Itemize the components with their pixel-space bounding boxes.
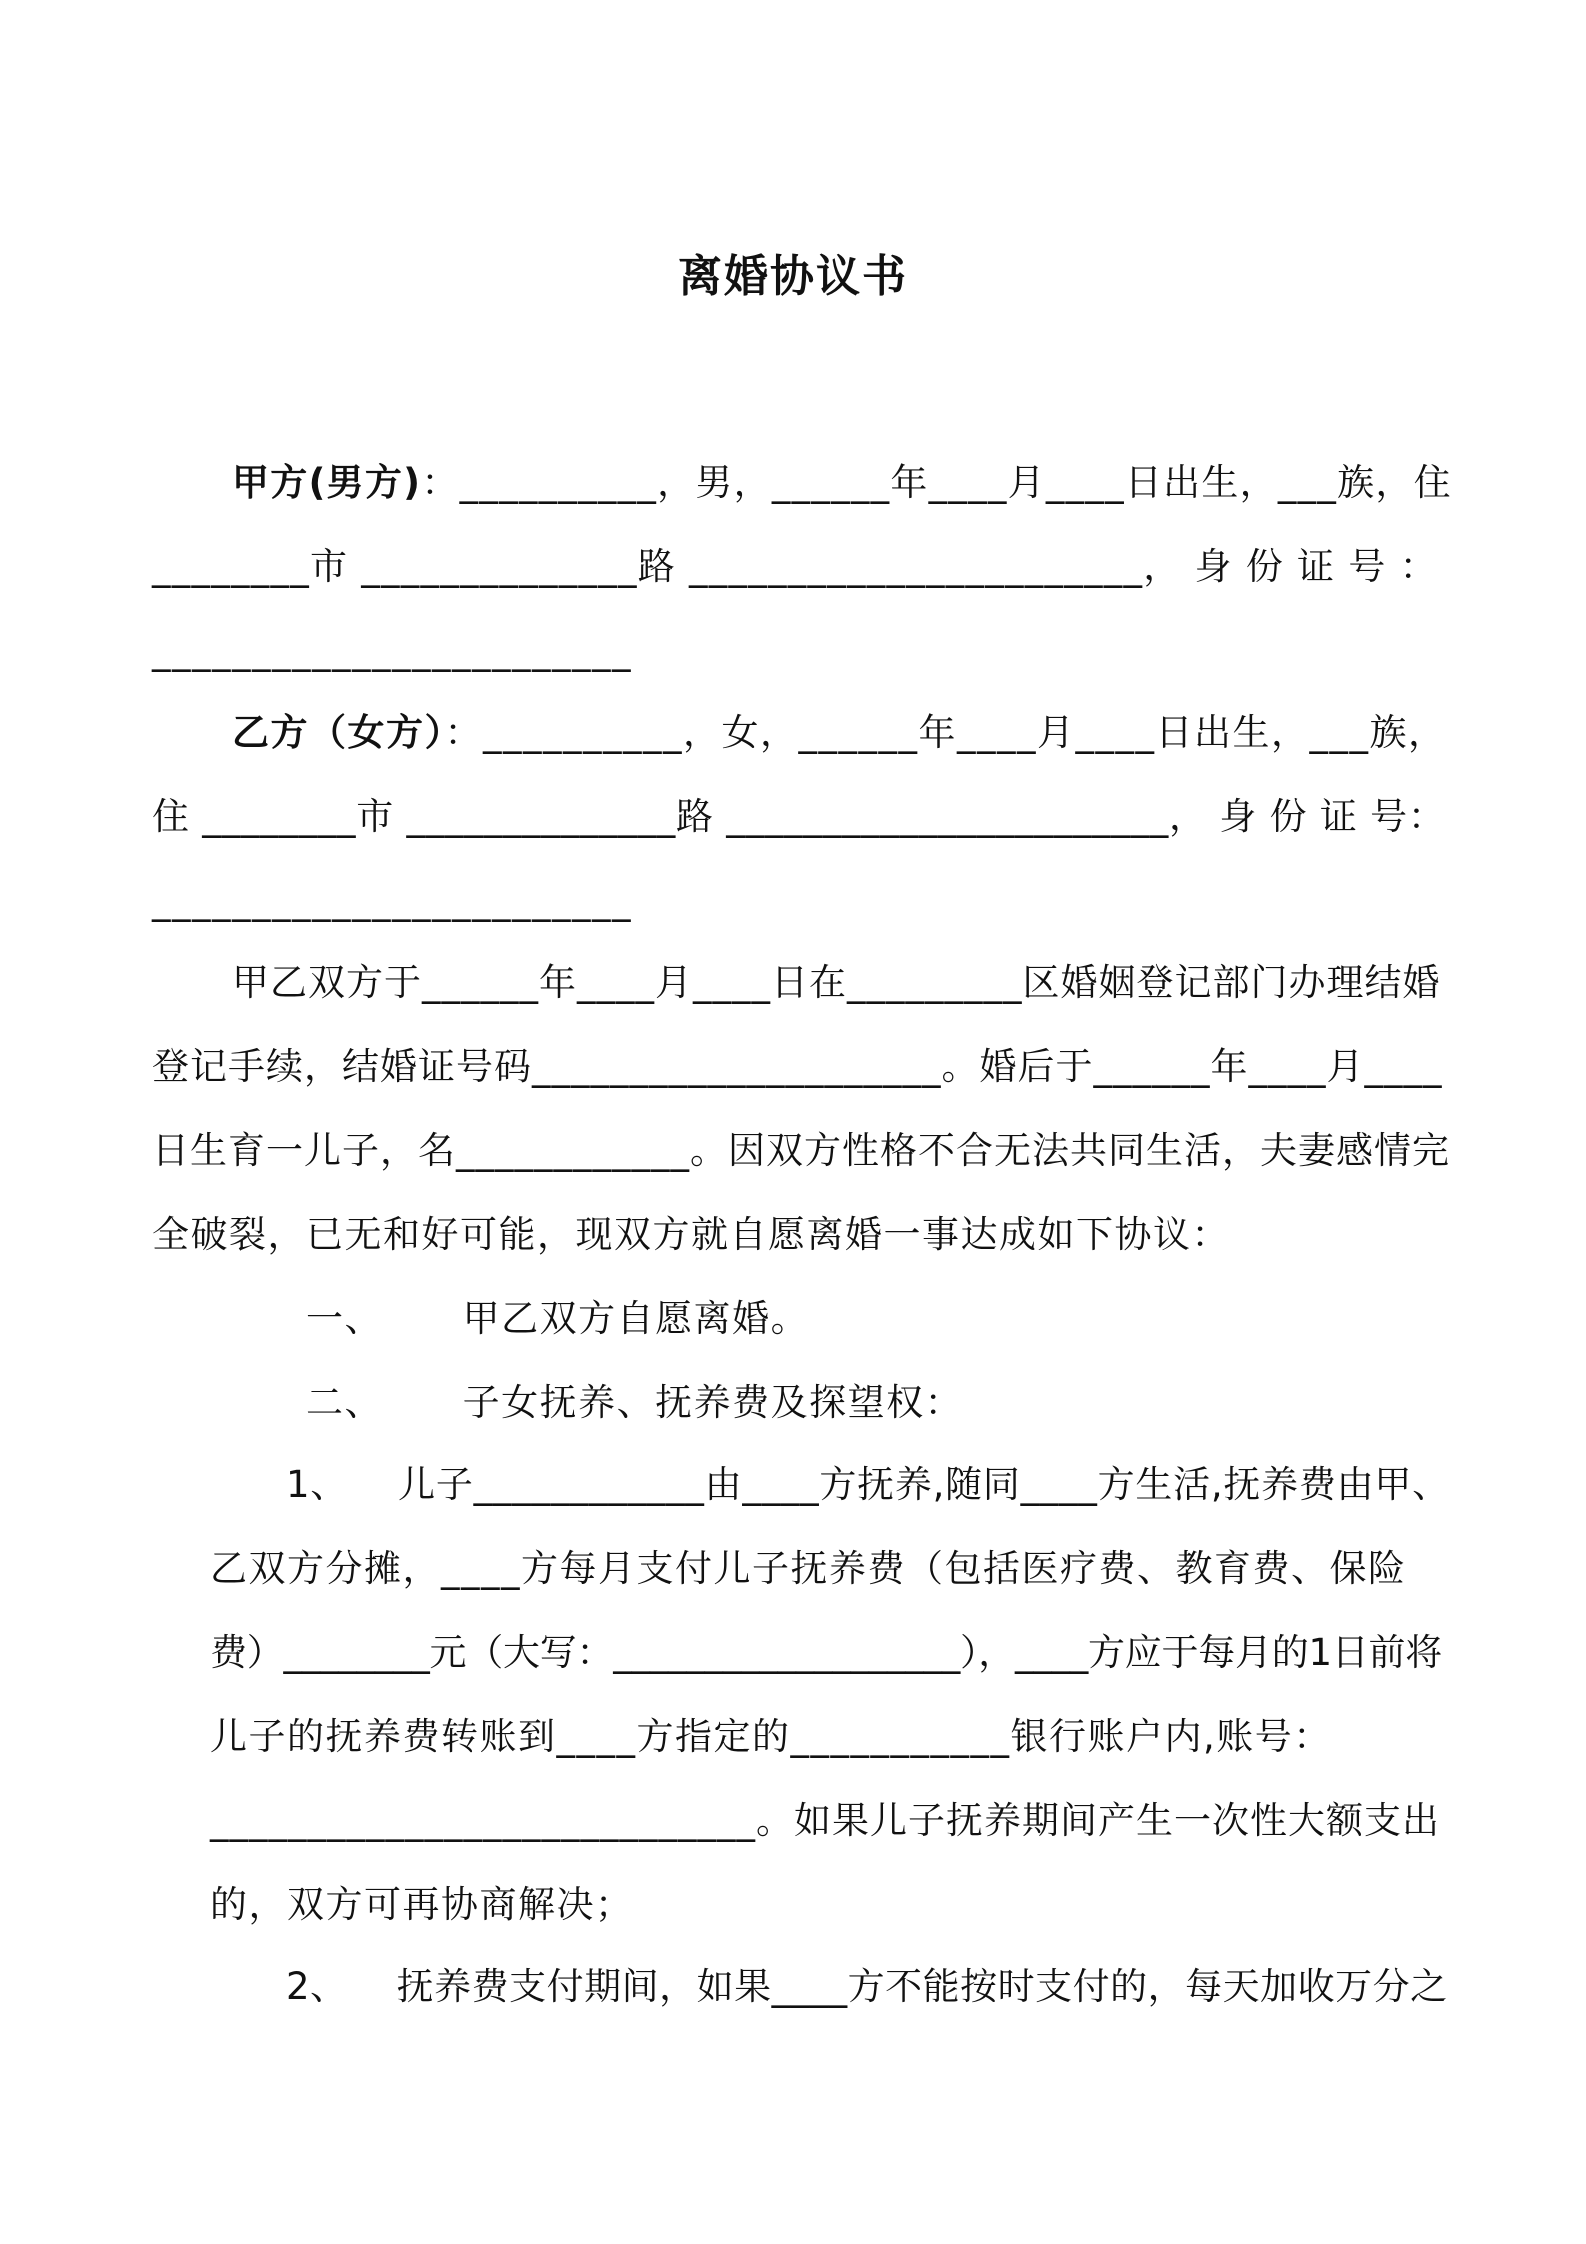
- clause-two-item-1-line-2: 乙双方分摊，____方每月支付儿子抚养费（包括医疗费、教育费、保险: [210, 1547, 1407, 1590]
- marriage-paragraph-line-4: 全破裂，已无和好可能，现双方就自愿离婚一事达成如下协议：: [152, 1213, 1230, 1256]
- marriage-paragraph-line-1: 甲乙双方于______年____月____日在_________区婚姻登记部门办理结婚: [232, 961, 1441, 1004]
- clause-two-item-1-line-6: 的，双方可再协商解决；: [210, 1883, 634, 1926]
- party-label: 甲方(男方): [232, 461, 422, 504]
- clause-two-item-1-line-5: ____________________________。如果儿子抚养期间产生一次性大额支出: [210, 1799, 1440, 1842]
- document-title: 离婚协议书: [678, 251, 908, 302]
- party-b-line-2: 住 ________市 ______________路 _______________________， 身 份 证 号：: [152, 795, 1446, 838]
- party-a-line-2: ________市 ______________路 _______________________， 身 份 证 号 ：: [152, 545, 1438, 588]
- party-a-line-1: 甲方(男方)：__________，男，______年____月____日出生，___族，住: [232, 461, 1452, 504]
- party-b-line-1: 乙方（女方）：__________，女，______年____月____日出生，___族，: [232, 711, 1447, 754]
- clause-two: 二、 子女抚养、抚养费及探望权：: [306, 1381, 964, 1424]
- clause-two-item-1-line-1: 1、 儿子____________由____方抚养,随同____方生活,抚养费由甲、: [286, 1463, 1450, 1506]
- clause-two-item-1-line-3: 费）________元（大写：___________________），____方应于每月的1日前将: [210, 1631, 1443, 1674]
- party-b-line-3: ________________________: [152, 879, 632, 922]
- clause-two-item-1-line-4: 儿子的抚养费转账到____方指定的___________银行账户内,账号：: [210, 1715, 1332, 1758]
- clause-one: 一、 甲乙双方自愿离婚。: [306, 1297, 810, 1340]
- clause-two-item-2-line-1: 2、 抚养费支付期间，如果____方不能按时支付的，每天加收万分之: [286, 1965, 1448, 2008]
- party-label: 乙方（女方）: [232, 711, 445, 754]
- marriage-paragraph-line-2: 登记手续，结婚证号码_____________________。婚后于______年____月____: [152, 1045, 1443, 1088]
- marriage-paragraph-line-3: 日生育一儿子，名____________。因双方性格不合无法共同生活，夫妻感情完: [152, 1129, 1450, 1172]
- party-a-line-3: ________________________: [152, 629, 632, 672]
